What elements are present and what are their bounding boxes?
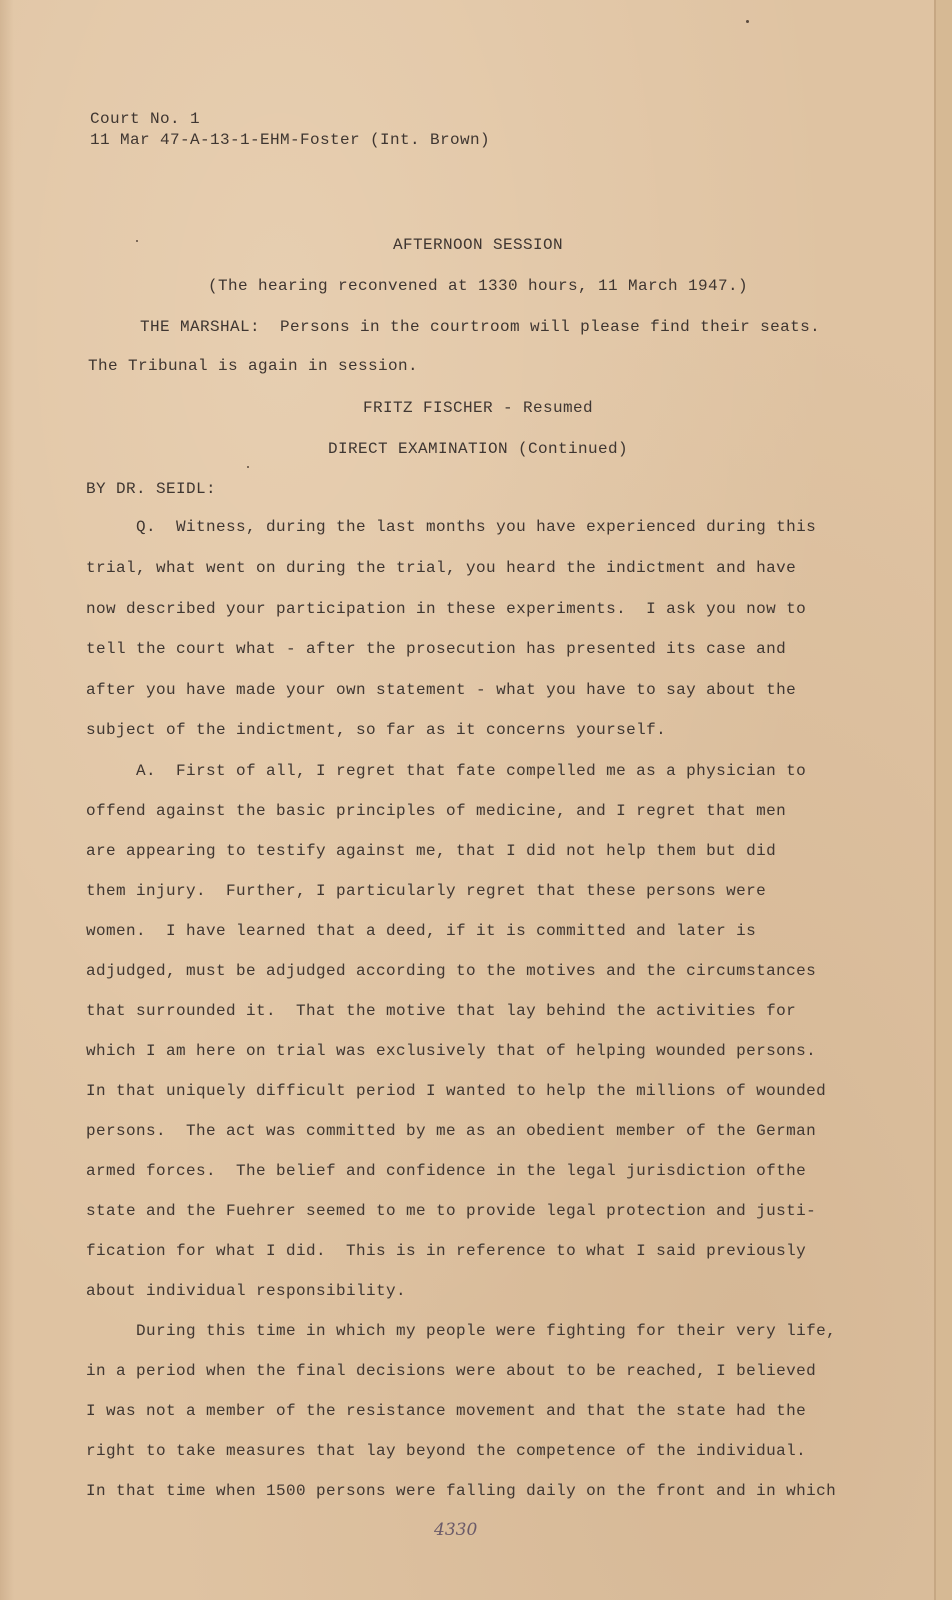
- body-line: state and the Fuehrer seemed to me to provide legal protection and justi-: [86, 1202, 817, 1220]
- body-line: Q. Witness, during the last months you have experienced during this: [86, 518, 817, 536]
- body-line: are appearing to testify against me, that I did not help them but did: [86, 842, 777, 860]
- body-line: after you have made your own statement - what you have to say about the: [86, 681, 797, 699]
- body-line: tell the court what - after the prosecution has presented its case and: [86, 640, 787, 658]
- transcript-reference: 11 Mar 47-A-13-1-EHM-Foster (Int. Brown): [90, 131, 491, 149]
- body-line: armed forces. The belief and confidence in the legal jurisdiction ofthe: [86, 1162, 807, 1180]
- body-line: now described your participation in these experiments. I ask you now to: [86, 600, 807, 618]
- session-note: (The hearing reconvened at 1330 hours, 11 March 1947.): [207, 277, 749, 295]
- body-line: about individual responsibility.: [86, 1282, 407, 1300]
- body-line: fication for what I did. This is in reference to what I said previously: [86, 1242, 807, 1260]
- body-line: In that uniquely difficult period I wanted to help the millions of wounded: [86, 1082, 827, 1100]
- body-line: them injury. Further, I particularly regret that these persons were: [86, 882, 767, 900]
- paper-speck: [247, 466, 249, 468]
- body-line: I was not a member of the resistance movement and that the state had the: [86, 1402, 807, 1420]
- body-line: that surrounded it. That the motive that lay behind the activities for: [86, 1002, 797, 1020]
- body-line: trial, what went on during the trial, you heard the indictment and have: [86, 559, 797, 577]
- examiner-line: BY DR. SEIDL:: [86, 480, 217, 498]
- marshal-statement-line-1: THE MARSHAL: Persons in the courtroom will please find their seats.: [140, 318, 821, 336]
- body-line: A. First of all, I regret that fate compelled me as a physician to: [86, 762, 807, 780]
- session-title: AFTERNOON SESSION: [392, 236, 564, 254]
- body-line: During this time in which my people were fighting for their very life,: [86, 1322, 837, 1340]
- body-line: persons. The act was committed by me as an obedient member of the German: [86, 1122, 817, 1140]
- court-number: Court No. 1: [90, 110, 201, 128]
- body-line: In that time when 1500 persons were falling daily on the front and in which: [86, 1482, 837, 1500]
- body-line: right to take measures that lay beyond the competence of the individual.: [86, 1442, 807, 1460]
- examination-heading: DIRECT EXAMINATION (Continued): [327, 440, 629, 458]
- paper-speck: [136, 240, 138, 242]
- body-line: which I am here on trial was exclusively that of helping wounded persons.: [86, 1042, 817, 1060]
- body-line: in a period when the final decisions were about to be reached, I believed: [86, 1362, 817, 1380]
- body-line: adjudged, must be adjudged according to the motives and the circumstances: [86, 962, 817, 980]
- body-line: subject of the indictment, so far as it concerns yourself.: [86, 721, 667, 739]
- witness-heading: FRITZ FISCHER - Resumed: [362, 399, 594, 417]
- paper-speck: [746, 20, 749, 23]
- body-line: offend against the basic principles of medicine, and I regret that men: [86, 802, 787, 820]
- body-line: women. I have learned that a deed, if it is committed and later is: [86, 922, 757, 940]
- page-number: 4330: [434, 1520, 478, 1540]
- marshal-statement-line-2: The Tribunal is again in session.: [88, 357, 419, 375]
